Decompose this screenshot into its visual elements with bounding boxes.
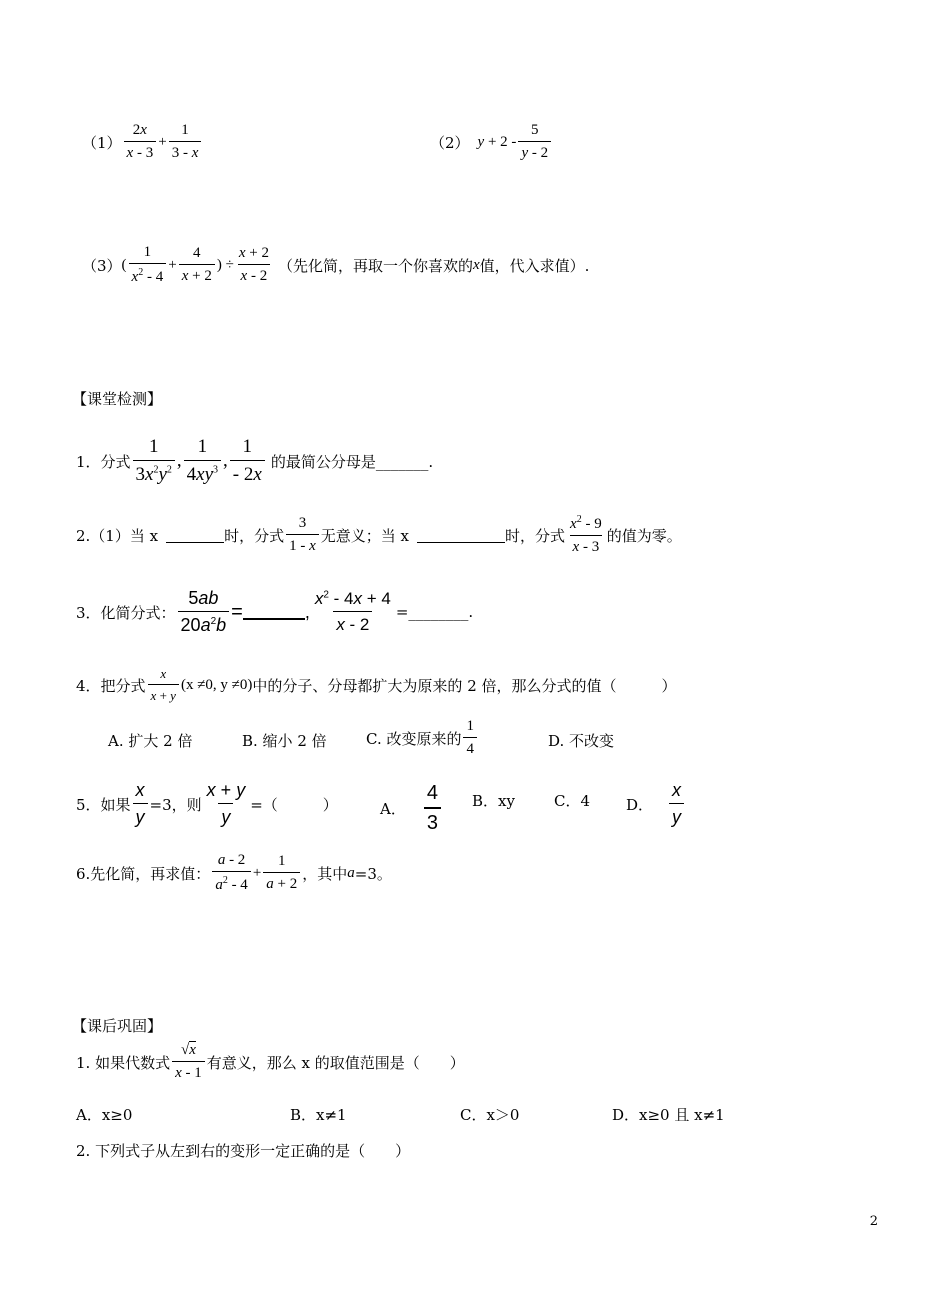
- classroom-item-6: 6.先化简，再求值： $\frac{a - 2}{a^2 - 4}$ + $\frac{1}{a + 2}$ ，其中 a =3。: [76, 852, 392, 893]
- fraction-sqrt-x-over-x-1: $\frac{√x}{x - 1}$: [172, 1042, 205, 1082]
- fraction-2x-over-x-3: $\frac{2x}{x - 3}$: [124, 122, 157, 162]
- fraction-1-over-a-plus-2: $\frac{1}{a + 2}$: [263, 853, 300, 893]
- fraction-a-2-over-a2-4: $\frac{a - 2}{a^2 - 4}$: [212, 852, 251, 894]
- classroom-item-5-option-d-label: D．: [626, 795, 654, 814]
- classroom-item-5-option-b[interactable]: B．xy: [472, 792, 515, 810]
- fraction-x-plus-y-over-y: $\frac{x + y}{y}$: [206, 780, 246, 827]
- exercise-3: （3） ( $\frac{1}{x^2 - 4}$ + $\frac{4}{x + 2}$ ) ÷ $\frac{x + 2}{x - 2}$ （先化简，再取一个你喜欢的 x 值，代入求值）.: [82, 244, 590, 285]
- classroom-item-2-prefix: 2.（1）当 x: [76, 526, 159, 545]
- fraction-x-over-y-option-d: $\frac{x}{y}$: [669, 780, 684, 828]
- classroom-item-2-suffix: 的值为零。: [606, 526, 682, 545]
- classroom-item-4-option-d[interactable]: D. 不改变: [548, 732, 615, 750]
- classroom-item-5: [76, 780, 338, 828]
- after-item-1-prefix: 1. 如果代数式: [76, 1053, 171, 1072]
- fraction-x2-9-over-x-3: $\frac{x^2 - 9}{x - 3}$: [570, 514, 602, 555]
- exercise-3-label: （3）: [82, 256, 122, 275]
- classroom-item-2-mid1: 时，分式: [224, 526, 285, 545]
- classroom-item-6-suffix-a: ，其中: [302, 864, 348, 883]
- classroom-item-5-option-d[interactable]: [626, 780, 686, 828]
- fraction-5-over-y-2: $\frac{5}{y - 2}$: [518, 122, 551, 162]
- exercise-3-instruction-b: 值，代入求值）.: [479, 256, 590, 275]
- classroom-item-4-suffix: 中的分子、分母都扩大为原来的 2 倍，那么分式的值（ ）: [252, 676, 677, 695]
- sqrt-icon: √: [180, 1042, 190, 1058]
- classroom-item-3: 3．化简分式： $\frac{5ab}{20a^2b}$ = , $\frac{x^2 - 4x + 4}{x - 2}$ =________.: [76, 588, 474, 635]
- after-item-1-option-b[interactable]: B．x≠1: [290, 1106, 347, 1124]
- exercise-2-label: （2）: [430, 133, 470, 152]
- fraction-x-plus-2-over-x-2: $\frac{x + 2}{x - 2}$: [238, 245, 269, 284]
- fraction-4-over-x-plus-2: $\frac{4}{x + 2}$: [179, 245, 215, 285]
- classroom-item-5-eq: =3，则: [149, 795, 202, 814]
- classroom-item-4-option-b[interactable]: B. 缩小 2 倍: [242, 732, 327, 750]
- classroom-item-2-mid3: 时，分式: [505, 526, 566, 545]
- fraction-x-over-x-plus-y: $\frac{x}{x + y}$: [148, 666, 179, 704]
- exercise-2: （2） y + 2 - $\frac{5}{y - 2}$: [430, 122, 553, 162]
- answer-blank[interactable]: [243, 604, 305, 620]
- fraction-1-over-4xy3: $\frac{1}{4xy^3}$: [184, 436, 221, 486]
- classroom-item-4: [76, 666, 677, 704]
- fraction-1-over-3-x: $\frac{1}{3 - x}$: [169, 122, 202, 162]
- after-item-1-suffix: 有意义，那么 x 的取值范围是（ ）: [206, 1053, 465, 1072]
- fraction-3-over-1-x: $\frac{3}{1 - x}$: [286, 515, 319, 555]
- classroom-item-5-paren: =（ ）: [250, 795, 338, 814]
- classroom-item-2: [76, 514, 682, 556]
- classroom-check-heading: 【课堂检测】: [72, 390, 163, 408]
- classroom-item-6-prefix: 6.先化简，再求值：: [76, 864, 211, 883]
- after-item-1-option-c[interactable]: C．x＞0: [460, 1106, 520, 1124]
- exercise-1: （1） $\frac{2x}{x - 3}$ + $\frac{1}{3 - x}$: [82, 122, 203, 162]
- classroom-item-6-suffix-b: =3。: [354, 864, 392, 883]
- fraction-1-over-3x2y2: $\frac{1}{3x^2y^2}$: [133, 436, 175, 486]
- classroom-item-5-option-a[interactable]: [380, 782, 443, 835]
- classroom-item-2-mid2: 无意义；当 x: [320, 526, 410, 545]
- classroom-item-5-prefix: 5．如果: [76, 795, 131, 814]
- exercise-3-instruction-a: （先化简，再取一个你喜欢的: [277, 256, 473, 275]
- classroom-item-4-prefix: 4．把分式: [76, 676, 146, 695]
- classroom-item-4-option-c-label: C. 改变原来的: [366, 729, 462, 748]
- classroom-item-3-suffix: =________.: [395, 603, 474, 621]
- classroom-item-4-condition: (x ≠0, y ≠0): [180, 676, 253, 693]
- classroom-item-4-option-c[interactable]: [366, 718, 479, 758]
- classroom-item-4-option-a[interactable]: A. 扩大 2 倍: [108, 732, 193, 750]
- after-class-heading: 【课后巩固】: [72, 1017, 163, 1035]
- after-item-1-option-d[interactable]: D．x≥0 且 x≠1: [612, 1106, 725, 1124]
- after-item-1: [76, 1042, 465, 1082]
- classroom-item-1-suffix: 的最简公分母是_______.: [270, 452, 434, 471]
- after-item-1-option-a[interactable]: A．x≥0: [76, 1106, 133, 1124]
- fraction-5ab-over-20a2b: $\frac{5ab}{20a^2b}$: [178, 588, 230, 636]
- classroom-item-5-option-c[interactable]: C．4: [554, 792, 591, 810]
- exercise-1-label: （1）: [82, 133, 122, 152]
- classroom-item-1: 1．分式 $\frac{1}{3x^2y^2}$ , $\frac{1}{4xy^3}$ , $\frac{1}{- 2x}$ 的最简公分母是_______.: [76, 436, 434, 485]
- answer-blank[interactable]: [417, 528, 505, 543]
- classroom-item-5-option-a-label: A．: [380, 800, 406, 818]
- fraction-1-over-neg-2x: $\frac{1}{- 2x}$: [230, 436, 265, 486]
- answer-blank[interactable]: [166, 528, 224, 543]
- fraction-1-over-x2-4: $\frac{1}{x^2 - 4}$: [129, 244, 167, 286]
- fraction-x-over-y: $\frac{x}{y}$: [133, 780, 148, 828]
- classroom-item-1-prefix: 1．分式: [76, 452, 131, 471]
- classroom-item-3-prefix: 3．化简分式：: [76, 603, 176, 622]
- page-number: 2: [869, 1214, 878, 1229]
- after-item-2: 2. 下列式子从左到右的变形一定正确的是（ ）: [76, 1142, 411, 1160]
- fraction-x2-4x-4-over-x-2: $\frac{x^2 - 4x + 4}{x - 2}$: [314, 589, 391, 634]
- fraction-4-over-3: $\frac{4}{3}$: [424, 782, 441, 835]
- fraction-1-over-4: $\frac{1}{4}$: [463, 718, 477, 758]
